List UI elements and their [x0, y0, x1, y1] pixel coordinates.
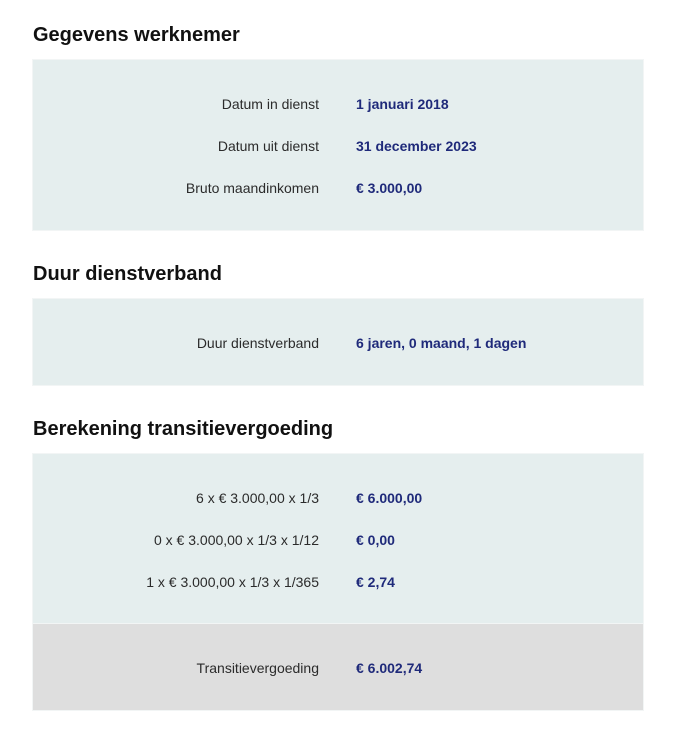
row-total [33, 658, 643, 678]
section-title-calculation: Berekening transitievergoeding [33, 418, 334, 440]
row-label: Bruto maandinkomen [185, 180, 319, 196]
calculation-panel [33, 454, 643, 624]
row-gross-income [33, 178, 643, 198]
row-calc-months [33, 530, 643, 550]
employee-panel [33, 60, 643, 230]
total-value: € 6.002,74 [356, 660, 423, 676]
total-panel [33, 624, 643, 710]
row-label: 1 x € 3.000,00 x 1/3 x 1/365 [146, 574, 319, 590]
section-title-employee: Gegevens werknemer [33, 24, 240, 46]
row-calc-days [33, 572, 643, 592]
total-label: Transitievergoeding [196, 660, 319, 676]
row-label: Datum uit dienst [217, 138, 319, 154]
row-value: 31 december 2023 [356, 138, 477, 154]
row-duration [33, 333, 643, 353]
row-label: Datum in dienst [221, 96, 319, 112]
duration-panel [33, 299, 643, 385]
row-value: € 2,74 [356, 574, 395, 590]
row-value: € 6.000,00 [356, 490, 423, 506]
row-label: Duur dienstverband [196, 335, 319, 351]
row-start-date [33, 94, 643, 114]
row-value: 6 jaren, 0 maand, 1 dagen [356, 335, 527, 351]
row-value: € 3.000,00 [356, 180, 423, 196]
row-label: 6 x € 3.000,00 x 1/3 [196, 490, 319, 506]
row-label: 0 x € 3.000,00 x 1/3 x 1/12 [153, 532, 319, 548]
row-value: € 0,00 [356, 532, 395, 548]
row-end-date [33, 136, 643, 156]
row-value: 1 januari 2018 [356, 96, 449, 112]
row-calc-years [33, 488, 643, 508]
section-title-duration: Duur dienstverband [33, 263, 222, 285]
